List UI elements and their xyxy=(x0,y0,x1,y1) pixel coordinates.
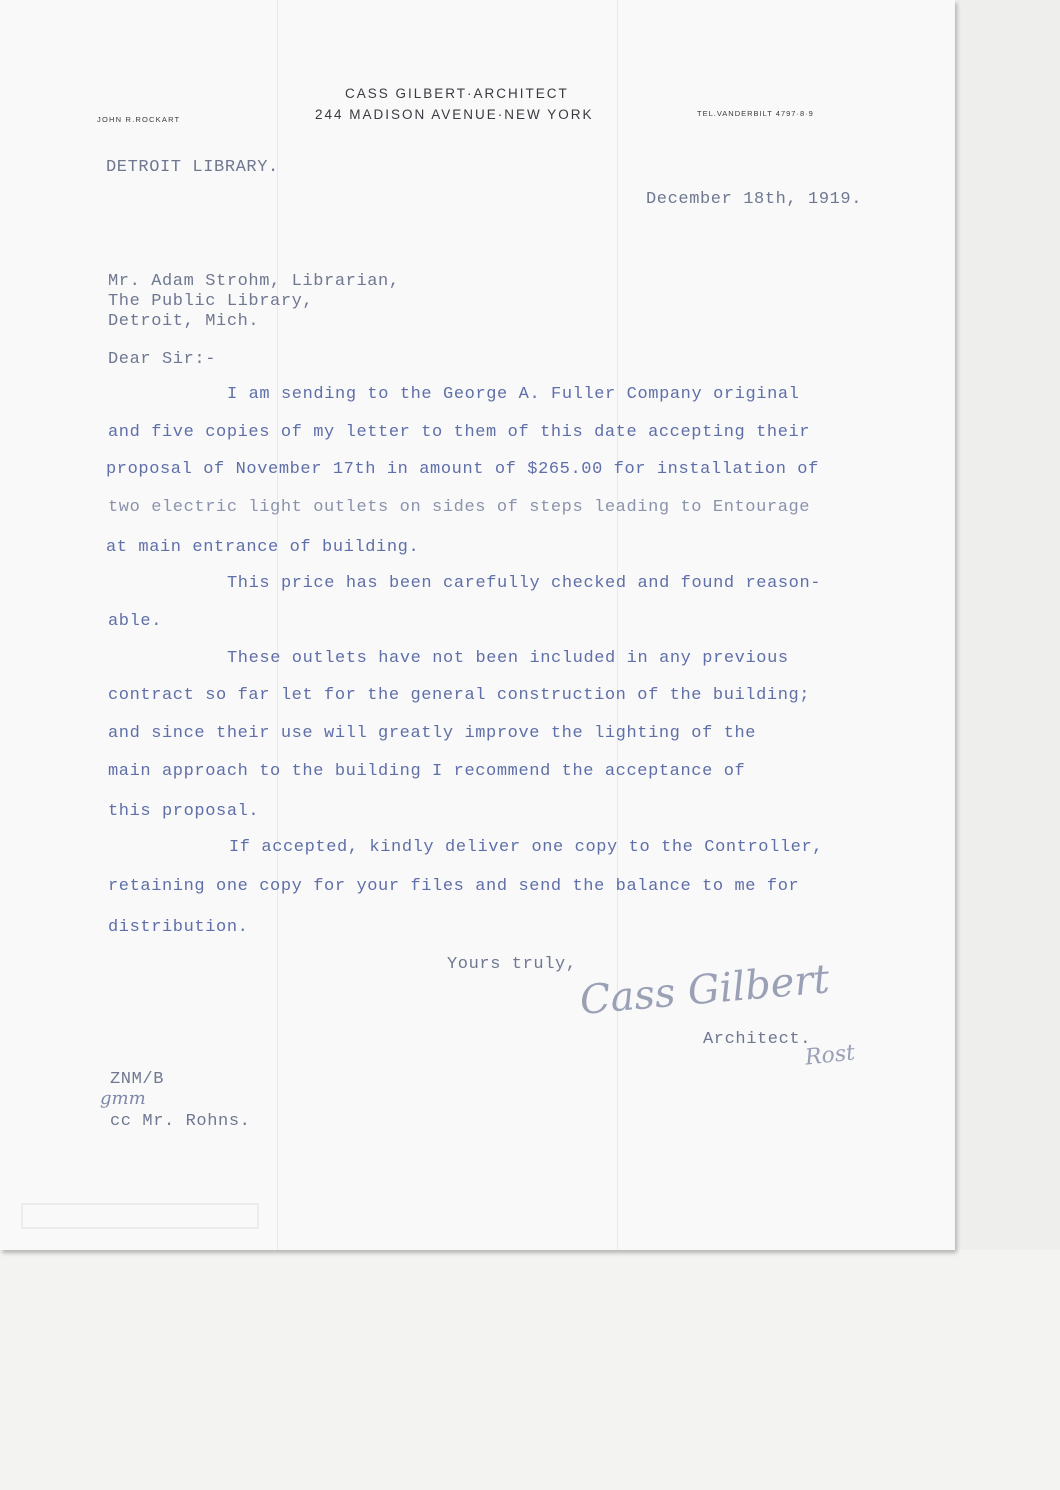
stamp-mark xyxy=(20,1200,260,1232)
body-line: This price has been carefully checked and found reason- xyxy=(227,574,822,593)
body-line: main approach to the building I recommend the acceptance of xyxy=(108,762,746,781)
reference-initials: ZNM/B xyxy=(110,1070,165,1089)
closing: Yours truly, xyxy=(447,955,577,974)
salutation: Dear Sir:- xyxy=(108,350,217,369)
cc-line: cc Mr. Rohns. xyxy=(110,1112,251,1131)
body-line: contract so far let for the general construction of the building; xyxy=(108,686,811,705)
letterhead-address: 244 MADISON AVENUE·NEW YORK xyxy=(315,107,594,122)
letterhead-firm: CASS GILBERT·ARCHITECT xyxy=(345,86,569,101)
subject-line: DETROIT LIBRARY. xyxy=(106,158,279,177)
letterhead-telephone: TEL.VANDERBILT 4797·8·9 xyxy=(697,109,814,118)
scan-backdrop xyxy=(0,1250,1060,1490)
body-line: and five copies of my letter to them of this date accepting their xyxy=(108,423,811,442)
bleed-through-stamp xyxy=(20,1200,260,1238)
body-line: at main entrance of building. xyxy=(106,538,420,557)
body-line: I am sending to the George A. Fuller Company original xyxy=(227,385,800,404)
body-line: These outlets have not been included in any previous xyxy=(227,649,789,668)
recipient-line: The Public Library, xyxy=(108,292,314,311)
signature: Cass Gilbert xyxy=(577,956,832,1024)
body-line: able. xyxy=(108,612,163,631)
signature-initials: Rost xyxy=(803,1040,857,1071)
paper-fold xyxy=(617,0,618,1250)
letterhead-left-name: JOHN R.ROCKART xyxy=(97,115,181,124)
signature-title: Architect. xyxy=(703,1030,812,1049)
body-line: If accepted, kindly deliver one copy to the Controller, xyxy=(229,838,824,857)
recipient-line: Detroit, Mich. xyxy=(108,312,260,331)
body-line: and since their use will greatly improve the lighting of the xyxy=(108,724,757,743)
body-line: two electric light outlets on sides of steps leading to Entourage xyxy=(108,498,811,517)
paper-fold xyxy=(277,0,278,1250)
reference-handwritten: gmm xyxy=(100,1088,146,1109)
body-line: retaining one copy for your files and send the balance to me for xyxy=(108,877,800,896)
body-line: this proposal. xyxy=(108,802,260,821)
letter-date: December 18th, 1919. xyxy=(646,190,863,209)
body-line: proposal of November 17th in amount of $265.00 for installation of xyxy=(106,460,819,479)
body-line: distribution. xyxy=(108,918,249,937)
recipient-line: Mr. Adam Strohm, Librarian, xyxy=(108,272,400,291)
